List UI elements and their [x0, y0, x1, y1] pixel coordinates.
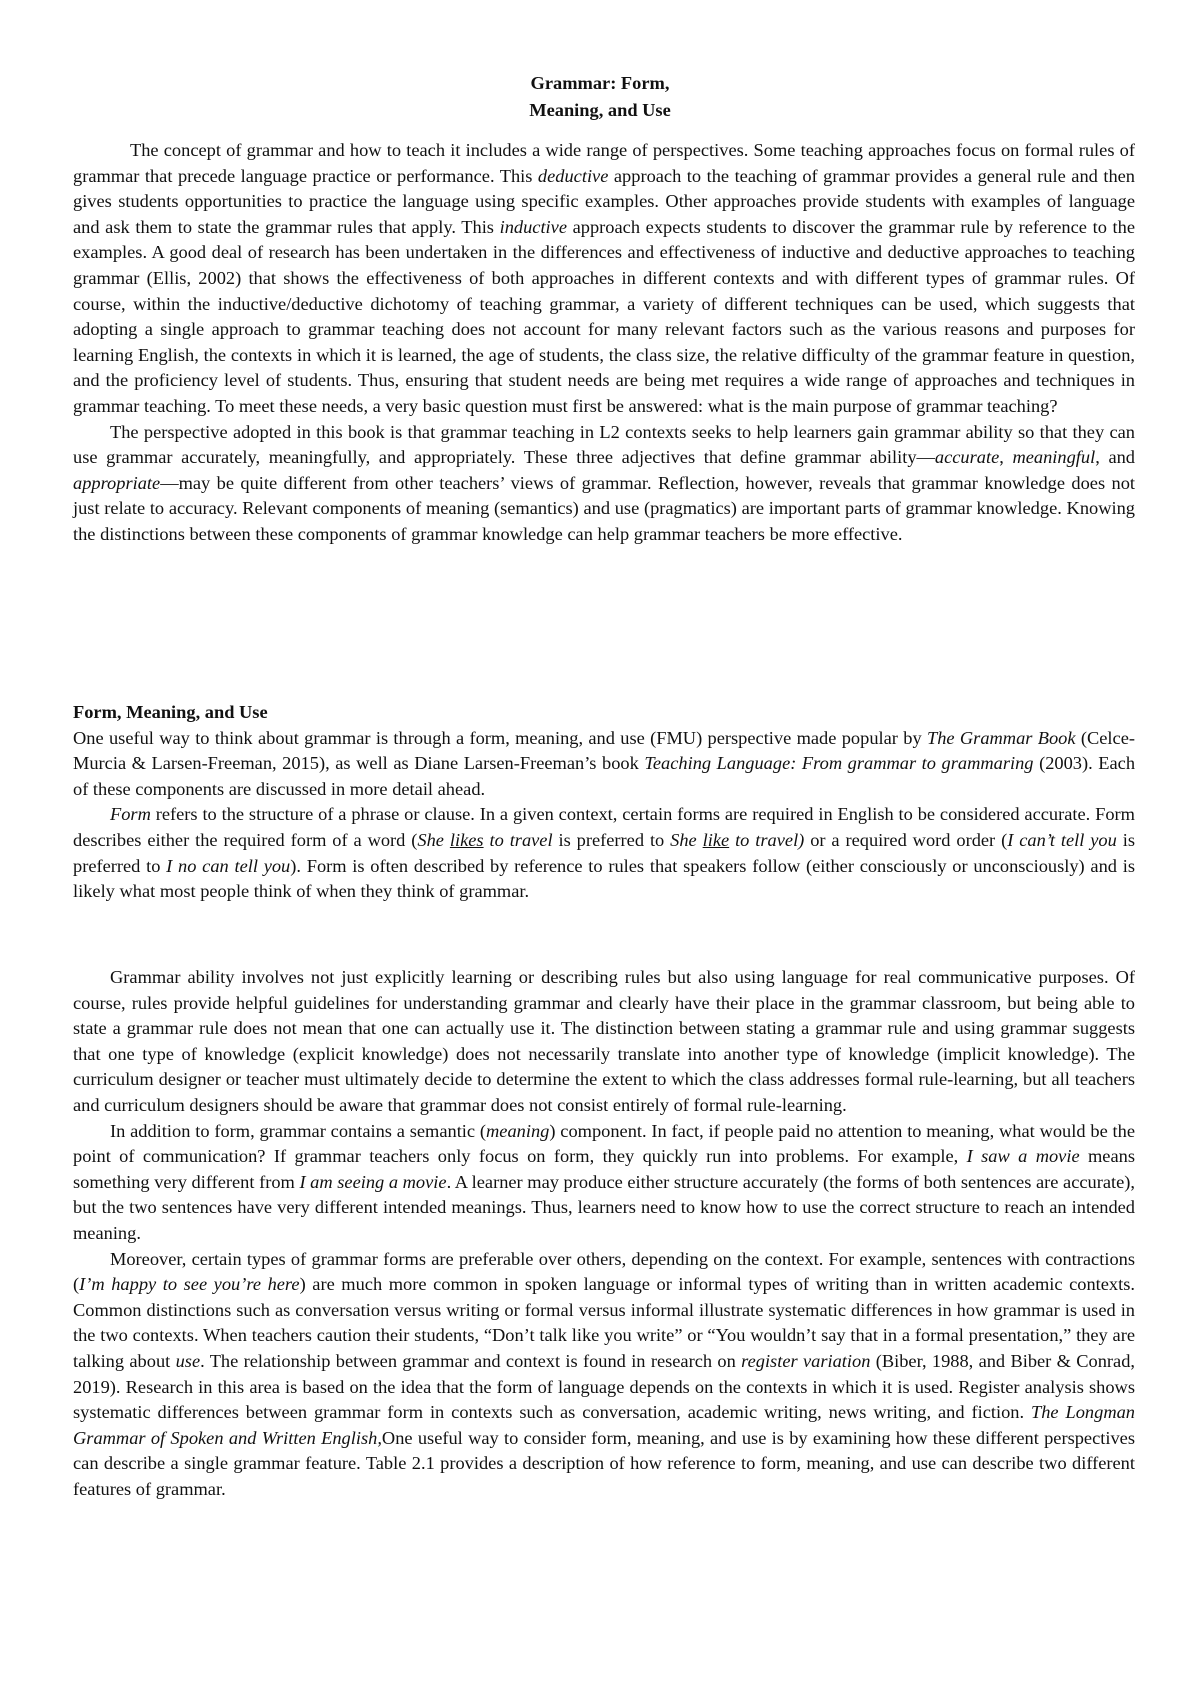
example-seeing-movie: I am seeing a movie: [299, 1171, 447, 1192]
fmu-paragraph-2: [73, 802, 1135, 904]
text-run: (Biber, 1988, and Biber & Conrad, 2019). Research in this area is based on the idea that the form of language depends on the contexts in which it is used. Register analysis shows systematic differences between grammar form in contexts such as conversation, academic writing, news writing, and fiction.: [73, 1350, 1135, 1423]
example-cant-tell: I can’t tell you: [1007, 829, 1117, 850]
term-use: use: [175, 1350, 201, 1371]
term-appropriate: appropriate: [73, 472, 161, 493]
title-line-2: Meaning, and Use: [529, 100, 671, 120]
text-run: Moreover, certain types of grammar forms are preferable over others, depending on the context. For example, sentences with contractions (: [73, 1248, 1135, 1295]
text-run: (2003). Each of these components are discussed in more detail ahead.: [73, 753, 1136, 799]
text-run: One useful way to consider form, meaning, and use is by examining how these different perspectives can describe a single grammar feature. Table 2.1 provides a description of how reference to form, meaning, and use can describe two different features of grammar.: [73, 1427, 1135, 1499]
text-run: . A learner may produce either structure accurately (the forms of both sentences are accurate), but the two sentences have very different intended meanings. Thus, learners need to know how to use the correct structure to reach an intended meaning.: [73, 1171, 1135, 1243]
text-run: The perspective adopted in this book is that grammar teaching in L2 contexts seeks to help learners gain grammar ability so that they can use grammar accurately, meaningfully, and appropriately. These three adjectives that define grammar ability—: [73, 421, 1135, 468]
example-saw-movie: I saw a movie: [966, 1146, 1080, 1167]
text-run: means something very different from: [73, 1146, 1135, 1192]
text-run: ) are much more common in spoken language or informal types of writing than in written academic contexts. Common distinctions such as conversation versus writing or formal versus informal illustrate systematic differences in how grammar is used in the two contexts. When teachers caution their students, “Don’t talk like you write” or “You wouldn’t say that in a formal presentation,” they are talking about: [73, 1274, 1135, 1371]
book-title: The Grammar Book: [926, 727, 1076, 748]
book-title: The Longman Grammar of Spoken and Written English,: [73, 1402, 1135, 1448]
intro-section: [73, 138, 1135, 548]
fmu-section: [73, 700, 1135, 905]
fmu-paragraph-1: [73, 726, 1135, 803]
body-section: [73, 965, 1135, 1502]
example-no-can-tell: I no can tell you: [166, 855, 291, 876]
term-inductive: inductive: [499, 216, 567, 237]
text-run: —may be quite different from other teachers’ views of grammar. Reflection, however, reveals that grammar knowledge does not just relate to accuracy. Relevant components of meaning (semantics) and use (pragmatics) are important parts of grammar knowledge. Knowing the distinctions between these components of grammar knowledge can help grammar teachers be more effective.: [73, 472, 1135, 544]
term-deductive: deductive: [537, 165, 609, 186]
text-run: approach expects students to discover the grammar rule by reference to the examples. A good deal of research has been undertaken in the differences and effectiveness of inductive and deductive approaches to teaching grammar (Ellis, 2002) that shows the effectiveness of both approaches in different contexts and with different types of grammar rules. Of course, within the inductive/deductive dichotomy of teaching grammar, a variety of different techniques can be used, which suggests that adopting a single approach to grammar teaching does not account for many relevant factors such as the various reasons and purposes for learning English, the contexts in which it is learned, the age of students, the class size, the relative difficulty of the grammar feature in question, and the proficiency level of students. Thus, ensuring that student needs are being met requires a wide range of approaches and techniques in grammar teaching. To meet these needs, a very basic question must first be answered: what is the main purpose of grammar teaching?: [73, 216, 1135, 416]
text-run: (Celce-Murcia & Larsen-Freeman, 2015), as well as Diane Larsen-Freeman’s book: [73, 727, 1135, 774]
text-run: ) component. In fact, if people paid no attention to meaning, what would be the point of communication? If grammar teachers only focus on form, they quickly run into problems. For example,: [73, 1120, 1135, 1167]
term-form: Form: [110, 804, 151, 825]
term-register-variation: register variation: [741, 1350, 871, 1371]
document-title: [0, 70, 1200, 124]
intro-paragraph-1: [73, 138, 1135, 420]
section-heading: Form, Meaning, and Use: [73, 702, 268, 722]
text-run: In addition to form, grammar contains a semantic (: [110, 1120, 487, 1141]
text-run: The concept of grammar and how to teach it includes a wide range of perspectives. Some teaching approaches focus on formal rules of grammar that precede language practice or performance. This: [73, 140, 1135, 186]
example-she-likes: She likes to travel: [417, 829, 553, 850]
term-accurate: accurate: [934, 447, 1000, 468]
example-she-like: She like to travel): [670, 829, 805, 850]
term-meaningful: meaningful: [1012, 447, 1096, 468]
intro-paragraph-2: [73, 420, 1135, 548]
text-run: is preferred to: [73, 829, 1135, 876]
text-run: or a required word order (: [804, 829, 1008, 850]
text-run: . The relationship between grammar and context is found in research on: [200, 1350, 742, 1371]
text-run: , and: [1095, 447, 1135, 468]
text-run: ,: [999, 447, 1013, 468]
text-run: is preferred to: [552, 829, 671, 850]
title-line-1: Grammar: Form,: [530, 73, 670, 93]
example-contraction: I’m happy to see you’re here: [79, 1274, 300, 1295]
text-run: ). Form is often described by reference to rules that speakers follow (either consciously or unconsciously) and is likely what most people think of when they think of grammar.: [73, 855, 1135, 902]
text-run: One useful way to think about grammar is through a form, meaning, and use (FMU) perspective made popular by: [73, 727, 927, 748]
term-meaning: meaning: [486, 1120, 550, 1141]
book-title: Teaching Language: From grammar to grammaring: [644, 753, 1034, 774]
text-run: refers to the structure of a phrase or clause. In a given context, certain forms are required in English to be considered accurate. Form describes either the required form of a word (: [73, 804, 1135, 850]
text-run: approach to the teaching of grammar provides a general rule and then gives students opportunities to practice the language using specific examples. Other approaches provide students with examples of language and ask them to state the grammar rules that apply. This: [73, 165, 1136, 237]
body-paragraph-2: [73, 1119, 1135, 1247]
body-paragraph-1: Grammar ability involves not just explicitly learning or describing rules but also using language for real communicative purposes. Of course, rules provide helpful guidelines for understanding grammar and clearly have their place in the grammar classroom, but being able to state a grammar rule does not mean that one can actually use it. The distinction between stating a grammar rule and using grammar suggests that one type of knowledge (explicit knowledge) does not necessarily translate into another type of knowledge (implicit knowledge). The curriculum designer or teacher must ultimately decide to determine the extent to which the class addresses formal rule-learning, but all teachers and curriculum designers should be aware that grammar does not consist entirely of formal rule-learning.: [73, 967, 1135, 1115]
body-paragraph-3: [73, 1247, 1135, 1503]
